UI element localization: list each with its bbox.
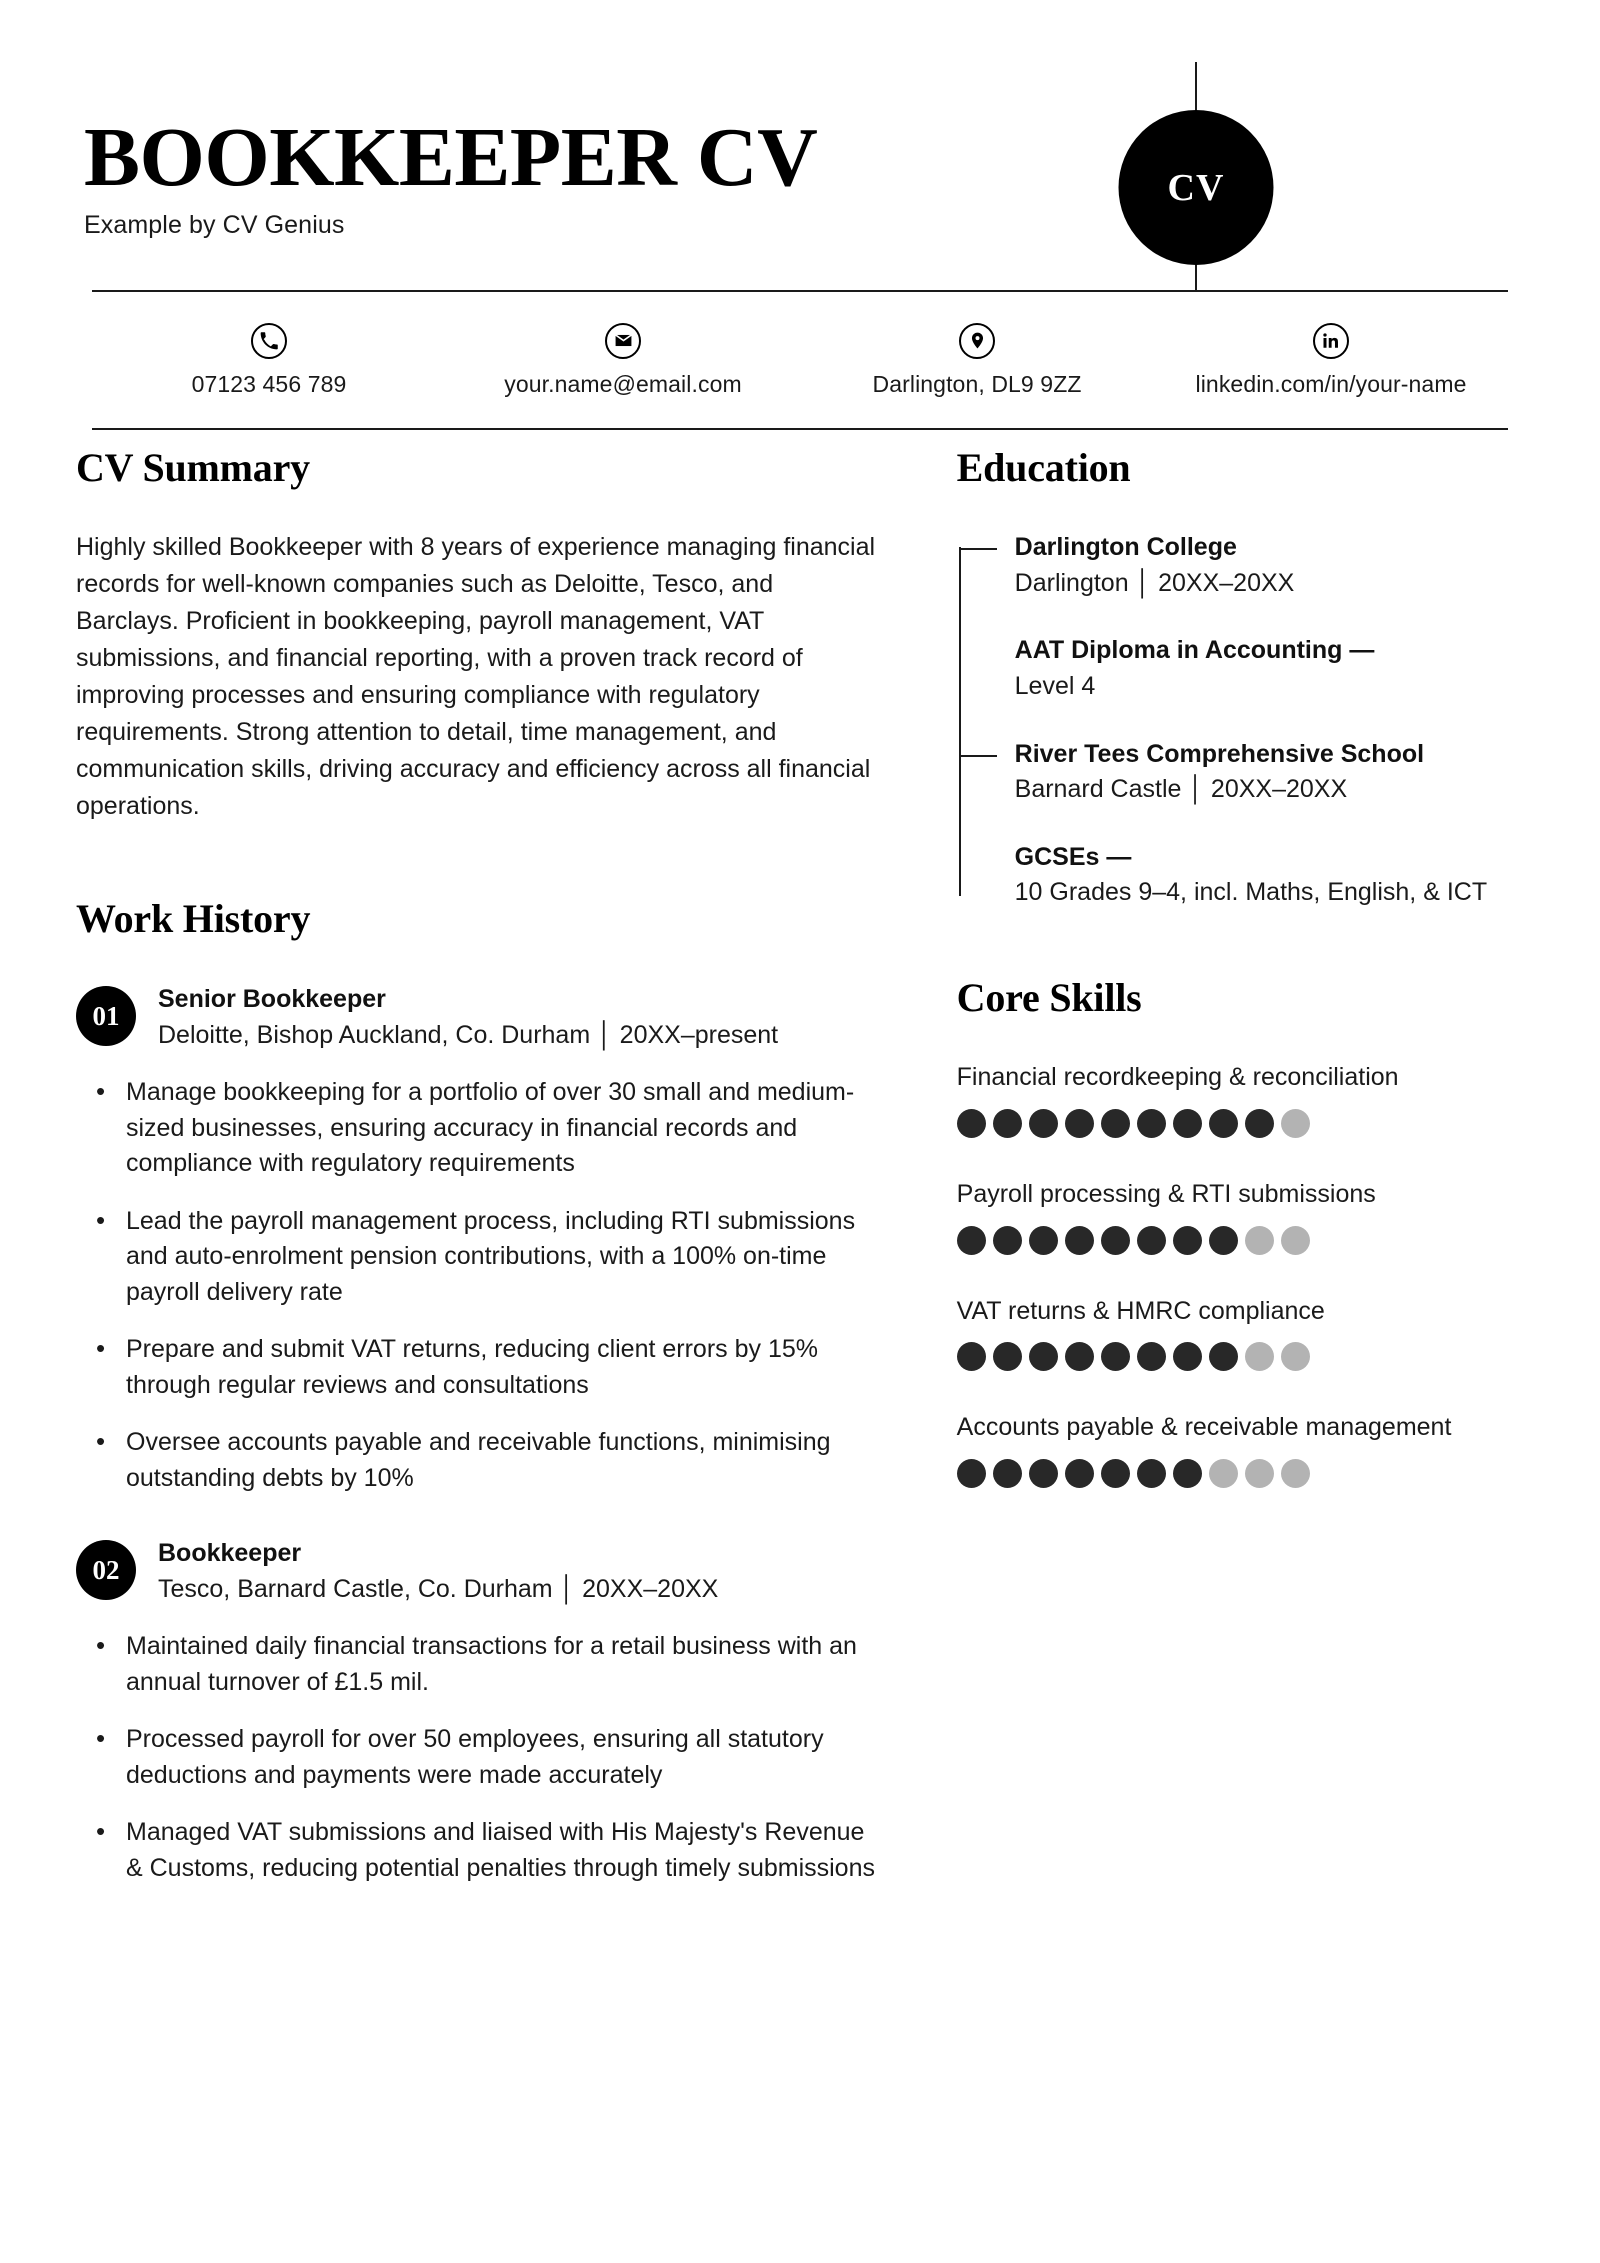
skill-label: Financial recordkeeping & reconciliation [956, 1063, 1399, 1091]
skill-dot-filled [1209, 1342, 1238, 1371]
job-entry [76, 984, 877, 1496]
education-timeline [957, 531, 1554, 910]
education-heading: Education [956, 445, 1131, 490]
skill-dot-filled [1029, 1459, 1058, 1488]
job-meta: Deloitte, Bishop Auckland, Co. Durham │ 20XX–present [158, 1021, 779, 1050]
title-block [46, 110, 818, 290]
location-pin-icon [959, 323, 995, 359]
phone-text: 07123 456 789 [191, 370, 347, 397]
education-entry [1015, 634, 1554, 703]
skill-dot-filled [1029, 1342, 1058, 1371]
education-entry [1015, 841, 1554, 910]
skill-dot-empty [1245, 1342, 1274, 1371]
contact-item-location[interactable] [800, 323, 1154, 398]
skill-dot-filled [1137, 1109, 1166, 1138]
job-bullets [76, 1629, 877, 1886]
job-meta: Tesco, Barnard Castle, Co. Durham │ 20XX–20XX [158, 1575, 719, 1604]
education-org: River Tees Comprehensive School [1014, 739, 1425, 768]
badge-label: CV [1167, 166, 1225, 209]
work-history-heading: Work History [76, 896, 311, 941]
job-entry [76, 1538, 877, 1886]
education-entry [1015, 738, 1554, 807]
skill-item [957, 1061, 1554, 1138]
badge-circle [1119, 110, 1274, 265]
skill-item [957, 1178, 1554, 1255]
job-bullets [76, 1075, 877, 1496]
skill-dot-filled [1101, 1226, 1130, 1255]
skill-dot-filled [1065, 1109, 1094, 1138]
location-text: Darlington, DL9 9ZZ [872, 370, 1082, 397]
job-number-badge: 02 [76, 1540, 136, 1600]
skill-dot-filled [1173, 1342, 1202, 1371]
skill-rating [957, 1109, 1554, 1138]
phone-icon [251, 323, 287, 359]
skill-dot-filled [1173, 1109, 1202, 1138]
skill-dot-empty [1281, 1226, 1310, 1255]
skill-dot-filled [957, 1109, 986, 1138]
linkedin-icon [1313, 323, 1349, 359]
education-place: Darlington │ 20XX–20XX [1014, 568, 1295, 597]
skill-label: VAT returns & HMRC compliance [956, 1296, 1325, 1325]
education-org: Darlington College [1014, 533, 1237, 561]
skill-rating [957, 1342, 1554, 1371]
page-title: BOOKKEEPER CV [84, 110, 818, 204]
skill-dot-filled [957, 1459, 986, 1488]
skill-dot-empty [1245, 1226, 1274, 1255]
skill-label: Payroll processing & RTI submissions [956, 1179, 1376, 1208]
skill-dot-filled [1101, 1109, 1130, 1138]
page-subtitle: Example by CV Genius [84, 211, 345, 239]
contact-item-email[interactable] [446, 323, 800, 398]
job-bullet: • Manage bookkeeping for a portfolio of over 30 small and medium-sized businesses, ensuring accuracy in financial records and compliance with regulatory requirements [104, 1075, 877, 1182]
skill-item [957, 1411, 1554, 1488]
skill-dot-filled [957, 1226, 986, 1255]
skill-dot-filled [993, 1342, 1022, 1371]
skill-dot-filled [1137, 1342, 1166, 1371]
skill-dot-filled [993, 1459, 1022, 1488]
skill-dot-filled [1209, 1109, 1238, 1138]
summary-text: Highly skilled Bookkeeper with 8 years of experience managing financial records for well-known companies such as Deloitte, Tesco, and Barclays. Proficient in bookkeeping, payroll management, VAT submissions, and financial reporting, with a proven track record of improving processes and ensuring compliance with regulatory requirements. Strong attention to detail, time management, and communication skills, driving accuracy and efficiency across all financial operations. [76, 533, 876, 820]
skill-dot-filled [1065, 1342, 1094, 1371]
skill-dot-filled [1137, 1226, 1166, 1255]
skill-dot-filled [1065, 1459, 1094, 1488]
job-bullet: • Processed payroll for over 50 employees, ensuring all statutory deductions and payments were made accurately [104, 1722, 877, 1793]
skill-dot-empty [1209, 1459, 1238, 1488]
job-bullet: • Maintained daily financial transactions for a retail business with an annual turnover of £1.5 mil. [104, 1629, 877, 1700]
cv-body [0, 396, 1600, 1908]
skill-dot-filled [1245, 1109, 1274, 1138]
job-title: Bookkeeper [158, 1539, 302, 1567]
skill-dot-empty [1245, 1459, 1274, 1488]
skill-dot-empty [1281, 1342, 1310, 1371]
email-text: your.name@email.com [504, 370, 742, 397]
education-detail: Level 4 [1014, 671, 1096, 700]
skill-dot-filled [993, 1109, 1022, 1138]
skill-rating [957, 1226, 1554, 1255]
contact-bar [92, 290, 1508, 430]
cv-badge [1116, 0, 1276, 290]
skill-dot-empty [1281, 1109, 1310, 1138]
cv-header [0, 0, 1600, 396]
education-entry [1015, 531, 1554, 600]
skill-label: Accounts payable & receivable management [956, 1413, 1452, 1442]
skill-dot-filled [957, 1342, 986, 1371]
education-qualification: GCSEs — [1014, 842, 1132, 871]
contact-item-phone[interactable] [92, 323, 446, 398]
skill-item [957, 1295, 1554, 1372]
education-detail: 10 Grades 9–4, incl. Maths, English, & ICT [1014, 878, 1488, 907]
summary-heading: CV Summary [76, 445, 310, 490]
skill-dot-empty [1281, 1459, 1310, 1488]
job-title: Senior Bookkeeper [158, 985, 386, 1013]
right-column [935, 444, 1554, 1908]
email-icon [605, 323, 641, 359]
job-bullet: • Oversee accounts payable and receivable functions, minimising outstanding debts by 10% [104, 1425, 877, 1496]
left-column [46, 444, 935, 1908]
skill-dot-filled [1101, 1342, 1130, 1371]
education-qualification: AAT Diploma in Accounting — [1014, 636, 1375, 665]
core-skills-heading: Core Skills [956, 975, 1142, 1020]
skill-rating [957, 1459, 1554, 1488]
job-bullet: • Lead the payroll management process, including RTI submissions and auto-enrolment pension contributions, with a 100% on-time payroll delivery rate [104, 1204, 877, 1311]
skill-dot-filled [1101, 1459, 1130, 1488]
skill-dot-filled [1029, 1109, 1058, 1138]
skill-dot-filled [1029, 1226, 1058, 1255]
job-bullet: • Prepare and submit VAT returns, reducing client errors by 15% through regular reviews and consultations [104, 1332, 877, 1403]
skill-dot-filled [1173, 1459, 1202, 1488]
skill-dot-filled [1173, 1226, 1202, 1255]
contact-item-linkedin[interactable] [1154, 323, 1508, 398]
skill-dot-filled [1137, 1459, 1166, 1488]
education-place: Barnard Castle │ 20XX–20XX [1014, 775, 1348, 803]
job-bullet: • Managed VAT submissions and liaised with His Majesty's Revenue & Customs, reducing potential penalties through timely submissions [104, 1815, 877, 1886]
job-number-badge: 01 [76, 986, 136, 1046]
skill-dot-filled [993, 1226, 1022, 1255]
skill-dot-filled [1065, 1226, 1094, 1255]
education-rail [959, 547, 961, 896]
linkedin-text: linkedin.com/in/your-name [1195, 370, 1467, 397]
skill-dot-filled [1209, 1226, 1238, 1255]
